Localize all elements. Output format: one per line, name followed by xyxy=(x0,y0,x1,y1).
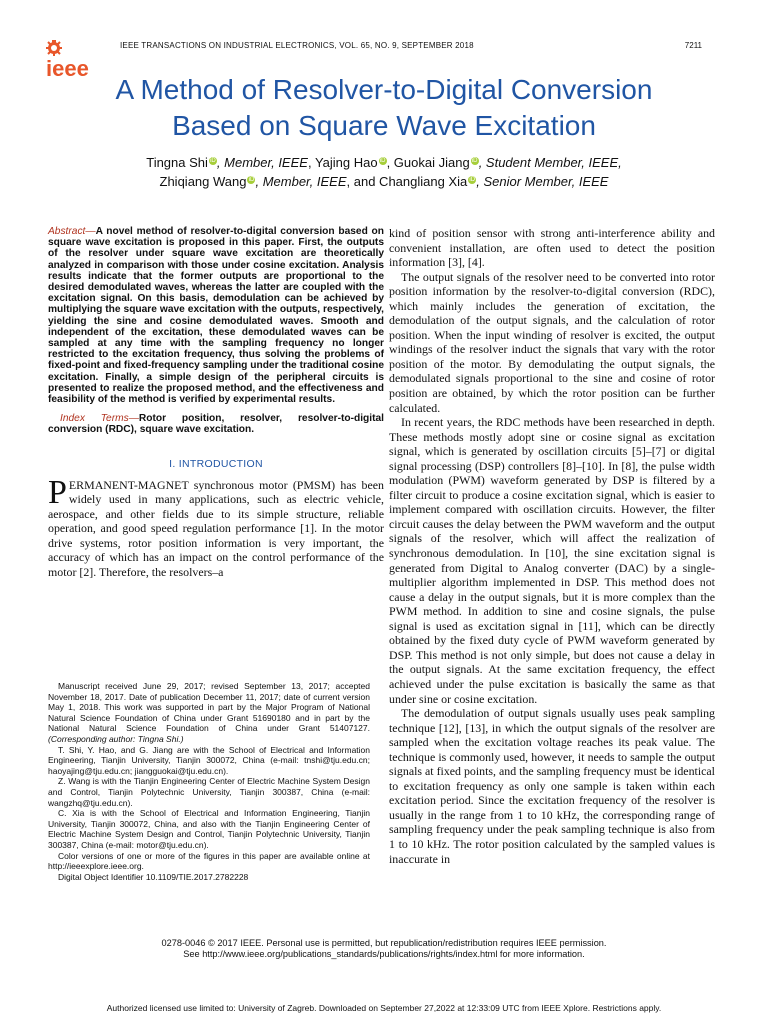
body-paragraph: The output signals of the resolver need to be converted into rotor position information by the resolver-to-digital conversion (RDC), which mainly includes the generation of excitation, the demodulation of the output signals, and the calculation of rotor position. When the input winding of resolver is excited, the output windings of the resolver induct the signals that vary with the rotor position of the motor. By demodulating the output signals, the demodulated signals proportional to the sine and cosine of rotor position are obtained, by which the rotor position can be further calculated. xyxy=(389,269,715,415)
intro-text: ERMANENT-MAGNET synchronous motor (PMSM) has been widely used in many applications, such as electric vehicle, aerospace, and other fields due to its simple structure, reliable operation, and good speed regulation performance [1]. In the motor drive systems, rotor position information is very important, the accuracy of which has an impact on the control performance of the motor [2]. Therefore, the resolvers–a xyxy=(48,477,384,579)
author-role: , Member, IEEE xyxy=(255,174,347,189)
copyright-notice xyxy=(40,938,728,960)
paper-title xyxy=(40,72,728,144)
author-role: , Student Member, IEEE, xyxy=(478,155,622,170)
orcid-icon[interactable]: iD xyxy=(248,176,255,183)
logo-text: ieee xyxy=(46,56,89,80)
index-terms xyxy=(48,413,384,435)
right-column xyxy=(389,226,715,866)
author-name: Tingna Shi xyxy=(146,155,208,170)
author-name: , and Changliang Xia xyxy=(346,174,468,189)
index-terms-lead: Index Terms— xyxy=(60,413,139,425)
drop-cap: P xyxy=(48,473,67,511)
abstract-text: A novel method of resolver-to-digital conversion based on square wave excitation is proposed in this paper. First, the outputs of the resolver under square wave excitation are theoretically analyzed in comparison with those under cosine excitation. Analysis results indicate that the former outputs are proportional to the desired demodulated waves, whereas the latter are coupled with the excitation signal. On this basis, demodulation can be achieved by multiplying the square wave excitation with the outputs, respectively, yielding the sine and cosine demodulated waves. Smooth and independent of the excitation, these demodulated waves can be sampled at any time with the sampling frequency no longer restricted to the excitation frequency, thus solving the problems of fixed-point and fixed-frequency sampling under the traditional cosine excitation. Finally, a simple design of the peripheral circuits is presented to realize the proposed method, and the effectiveness and feasibility of the method is verified by experimental results. xyxy=(48,226,384,406)
body-paragraph: In recent years, the RDC methods have been researched in depth. These methods mostly adopt sine or cosine signal as excitation signal, which is generated by oscillation circuits [5]–[7] or digital signal processing (DSP) controllers [8]–[10]. In [8], the pulse width modulation (PWM) waveform generated by DSP is filtered by a filter circuit to produce a cosine excitation signal, which is easier to implement compared with oscillation circuits. However, the filter circuit causes the delay between the PWM waveform and the output signals of the resolver, which will affect the realization of synchronous demodulation. In [10], the sine excitation signal is generated from Digital to Analog converter (DAC) by a single-multiplier algorithm implemented in DSP. This method does not cause a delay in the output signals, but it is more complex than the PWM method. In addition to sine and cosine signals, the pulse signal is used as excitation signal in [11], which can be directly obtained by the fixed duty cycle of PWM waveform generated by DSP. This method is not only simple, but does not cause a delay in the output signals. At the same excitation frequency, the effect achieved under the pulse excitation is basically the same as that under sine or cosine excitation. xyxy=(389,415,715,706)
orcid-icon[interactable]: iD xyxy=(379,157,386,164)
journal-header: IEEE TRANSACTIONS ON INDUSTRIAL ELECTRONICS, VOL. 65, NO. 9, SEPTEMBER 2018 xyxy=(120,41,474,50)
author-list xyxy=(40,153,728,191)
orcid-icon[interactable]: iD xyxy=(471,157,478,164)
section-heading: I. INTRODUCTION xyxy=(169,457,263,470)
orcid-icon[interactable]: iD xyxy=(210,157,216,164)
copyright-line: 0278-0046 © 2017 IEEE. Personal use is permitted, but republication/redistribution requires IEEE permission. xyxy=(161,938,607,948)
footnote-color-versions: Color versions of one or more of the figures in this paper are available online at http://ieeexplore.ieee.org. xyxy=(48,850,370,872)
copyright-line: See http://www.ieee.org/publications_standards/publications/rights/index.html for more information. xyxy=(183,949,585,959)
intro-paragraph xyxy=(48,473,384,580)
author-name: , Guokai Jiang xyxy=(386,155,470,170)
body-paragraph: The demodulation of output signals usually uses peak sampling technique [12], [13], in which the output signals of the resolver are sampled when the excitation voltage reaches its peak value. The technique is commonly used, however, it needs to sample the output signals at fixed points, and the sampling frequency must be identical to excitation frequency as only one sample is taken within each excitation period. Since the excitation frequency of the resolver is usually in the range from 1 to 10 kHz, the corresponding range of sampling frequency under the peak sampling technique is also from 1 to 10 kHz. The rotor position calculated by the sampled values is inaccurate in xyxy=(389,706,715,866)
footnote-affiliation: T. Shi, Y. Hao, and G. Jiang are with the School of Electrical and Information Engineering, Tianjin University, Tianjin 300072, China (e-mail: tnshi@tju.edu.cn; haoyajing@tju.edu.cn; jiangguokai@tju.edu.cn). xyxy=(48,744,370,776)
page-number: 7211 xyxy=(684,41,702,50)
footnote-text: Manuscript received June 29, 2017; revised September 13, 2017; accepted November 18, 2017. Date of publication December 11, 2017; date of current version May 1, 2018. This work was supported in part by the Major Program of National Natural Science Foundation of China under Grant 51690180 and in part by the National Natural Science Foundation of China under Grant 51407127. xyxy=(48,681,370,734)
title-line-1: A Method of Resolver-to-Digital Conversion xyxy=(115,74,653,105)
footnote-manuscript xyxy=(48,681,370,745)
left-column xyxy=(48,226,384,579)
abstract-lead: Abstract— xyxy=(48,226,96,237)
body-paragraph: kind of position sensor with strong anti-interference ability and convenient installation, are often used to detect the position information [3], [4]. xyxy=(389,226,715,270)
footnotes xyxy=(48,681,370,882)
author-name: Zhiqiang Wang xyxy=(159,174,247,189)
abstract xyxy=(48,226,384,405)
orcid-icon[interactable]: iD xyxy=(469,176,476,183)
authorized-use-notice: Authorized licensed use limited to: University of Zagreb. Downloaded on September 27,2022 at 12:33:09 UTC from IEEE Xplore. Restrictions apply. xyxy=(106,1003,662,1013)
author-role: , Member, IEEE xyxy=(216,155,308,170)
corresponding-author: (Corresponding author: Tingna Shi.) xyxy=(48,733,184,744)
footnote-affiliation: C. Xia is with the School of Electrical and Information Engineering, Tianjin University, Tianjin 300072, China, and also with the Tianjin Engineering Center of Electric Machine System Design and Control, Tianjin Polytechnic University, Tianjin 300387, China (e-mail: motor@tju.edu.cn). xyxy=(48,808,370,850)
title-line-2: Based on Square Wave Excitation xyxy=(172,110,596,141)
index-terms-text: Rotor position, resolver, resolver-to-digital conversion (RDC), square wave excitation. xyxy=(48,413,384,436)
footnote-doi: Digital Object Identifier 10.1109/TIE.2017.2782228 xyxy=(58,871,249,882)
footnote-affiliation: Z. Wang is with the Tianjin Engineering Center of Electric Machine System Design and Control, Tianjin Polytechnic University, Tianjin 300387, China (e-mail: wangzhq@tju.edu.cn). xyxy=(48,776,370,808)
author-role: , Senior Member, IEEE xyxy=(476,174,609,189)
author-name: , Yajing Hao xyxy=(307,155,378,170)
